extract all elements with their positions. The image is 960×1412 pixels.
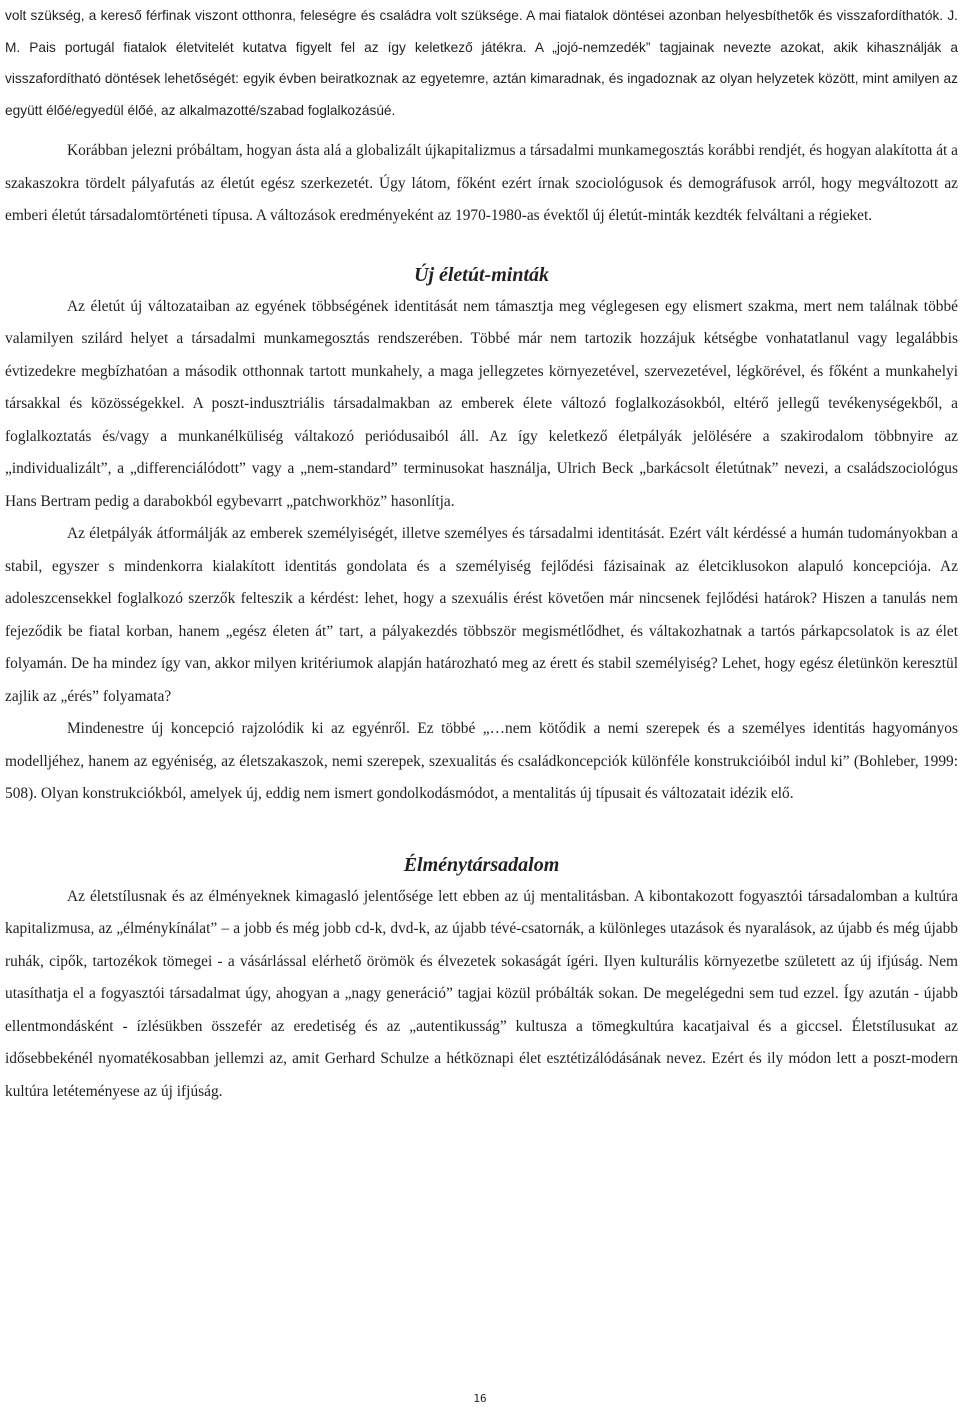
section-heading-elmenytarsadalom: Élménytársadalom: [403, 853, 560, 876]
paragraph-eletpalyak: Az életpályák átformálják az emberek személyiségét, illetve személyes és társadalmi identitását. Ezért vált kérdéssé a humán tudományokban a stabil, egyszer s mindenkorra kialakított identitás gondolata és a személyiség fejlődési fázisainak az életciklusokon alapuló koncepciója. Az adoleszcensekkel foglalkozó szerzők felteszik a kérdést: lehet, hogy a szexuális érést követően már nincsenek fejlődési határok? Hiszen a tanulás nem fejeződik be fiatal korban, hanem „egész életen át” tart, a pályakezdés többször megismétlődhet, és váltakozhatnak a tartós párkapcsolatok is az élet folyamán. De ha mindez így van, akkor milyen kritériumok alapján határozható meg az érett és stabil személyiség? Lehet, hogy egész életünkön keresztül zajlik az „érés” folyamata?: [5, 525, 958, 705]
paragraph-eletstilus: Az életstílusnak és az élményeknek kimagasló jelentősége lett ebben az új mentalitásban. A kibontakozott fogyasztói társadalomban a kultúra kapitalizmusa, az „élménykínálat” – a jobb és még jobb cd-k, dvd-k, az újabb tévé-csatornák, a különleges utazások és nyaralások, az újabb és még újabb ruhák, cipők, tartozékok tömegei - a vásárlással elérhető örömök és élvezetek sokaságát ígéri. Ilyen kulturális környezetbe született az új ifjúság. Nem utasíthatja el a fogyasztói társadalmat úgy, ahogyan a „nagy generáció” tagjai közül próbálták sokan. De megelégedni sem tud ezzel. Így azután - újabb ellentmondásként - ízlésükben összefér az eredetiség és az „autentikusság” kultusza a tömegkultúra kacatjaival és a giccsel. Életstílusukat az idősebbekénél nyomatékosabban jellemzi az, amit Gerhard Schulze a hétköznapi élet esztétizálódásának nevez. Ezért és ily módon lett a poszt-modern kultúra letéteményese az új ifjúság.: [5, 887, 958, 1100]
paragraph-jojo-nemzedek: volt szükség, a kereső férfinak viszont otthonra, feleségre és családra volt szüksége. A mai fiatalok döntései azonban helyesbíthetők és visszafordíthatók. J. M. Pais portugál fiatalok életvitelét kutatva figyelt fel az így keletkező játékra. A „jojó-nemzedék” tagjainak nevezte azokat, akik kihasználják a visszafordítható döntések lehetőségét: egyik évben beiratkoznak az egyetemre, aztán kimaradnak, és ingadoznak az olyan helyzetek között, mint amilyen az együtt élőé/egyedül élőé, az alkalmazotté/szabad foglalkozásúé.: [5, 8, 958, 118]
paragraph-eletut-valtozatok: Az életút új változataiban az egyének többségének identitását nem támasztja meg véglegesen egy elismert szakma, mert nem találnak többé valamilyen szilárd helyet a társadalmi munkamegosztás rendszerében. Többé már nem tartozik hozzájuk kétségbe vonhatatlanul vagy legalábbis évtizedekre megbízhatóan a második otthonnak tartott munkahely, a maga jellegzetes környezetével, szervezetével, légkörével, és főként a munkahelyi társakkal és közösségekkel. A poszt-indusztriális társadalmakban az emberek élete változó foglalkozásokból, eltérő jellegű tevékenységekből, a foglalkoztatás és/vagy a munkanélküliség váltakozó periódusaiból áll. Az így keletkező életpályák jelölésére a szakirodalom többnyire az „individualizált”, a „differenciálódott” vagy a „nem-standard” terminusokat használja, Ulrich Beck „barkácsolt életútnak” nevezi, a családszociológus Hans Bertram pedig a darabokból egybevarrt „patchworkhöz” hasonlítja.: [5, 297, 958, 510]
paragraph-uj-koncepcio: Mindenestre új koncepció rajzolódik ki az egyénről. Ez többé „…nem kötődik a nemi szerepek és a személyes identitás hagyományos modelljéhez, hanem az egyéniség, az életszakaszok, nemi szerepek, szexualitás és családkoncepciók különféle konstrukcióiból indul ki” (Bohleber, 1999: 508). Olyan konstrukciókból, amelyek új, eddig nem ismert gondolkodásmódot, a mentalitás új típusait és változatait idézik elő.: [5, 720, 958, 802]
page-number: 16: [473, 1392, 487, 1405]
section-heading-uj-eletut-mintak: Új életút-minták: [414, 263, 549, 286]
document-page: [5, 0, 958, 1108]
paragraph-ujkapitalizmus: Korábban jelezni próbáltam, hogyan ásta alá a globalizált újkapitalizmus a társadalmi munkamegosztás korábbi rendjét, és hogyan alakította át a szakaszokra tördelt pályafutás az életút egész szerkezetét. Úgy látom, főként ezért írnak szociológusok és demográfusok arról, hogy megváltozott az emberi életút társadalomtörténeti típusa. A változások eredményeként az 1970-1980-as évektől új életút-minták kezdték felváltani a régieket.: [5, 142, 958, 224]
